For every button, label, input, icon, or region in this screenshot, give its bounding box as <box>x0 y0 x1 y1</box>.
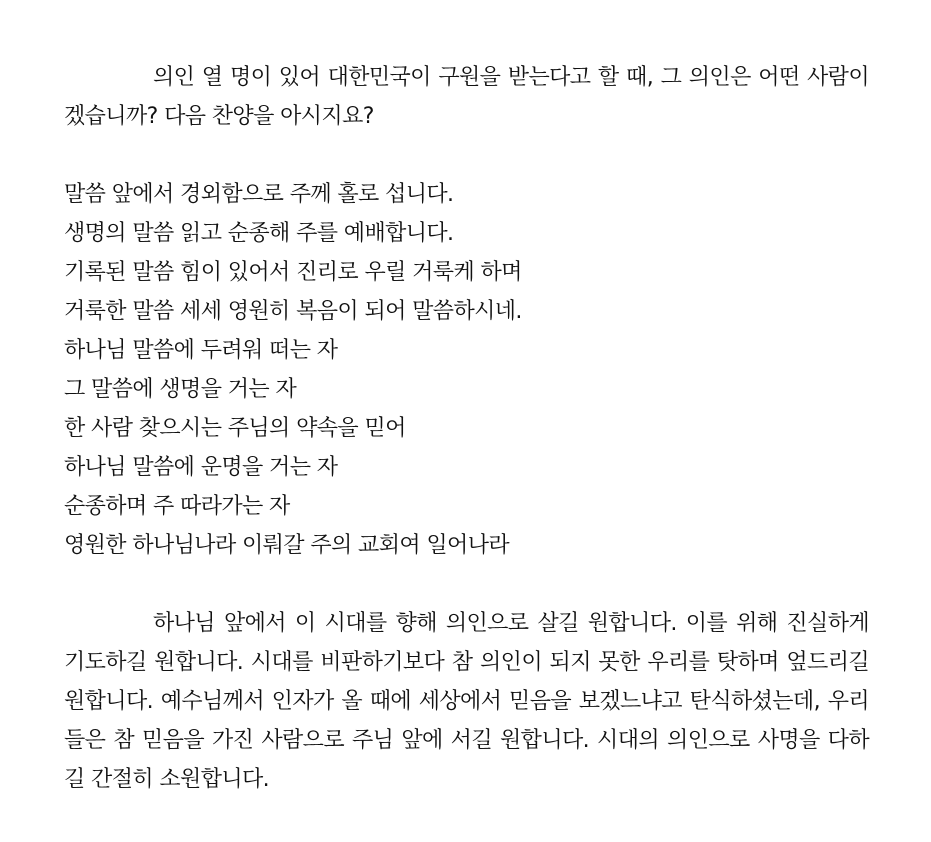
lyric-line: 기록된 말씀 힘이 있어서 진리로 우릴 거룩케 하며 <box>64 260 522 285</box>
lyric-line: 하나님 말씀에 두려워 떠는 자 <box>64 338 338 363</box>
closing-text: 하나님 앞에서 이 시대를 향해 의인으로 살길 원합니다. 이를 위해 진실하게 기도하길 원합니다. 시대를 비판하기보다 참 의인이 되지 못한 우리를 탓하며 엎드리길 원합니다. 예수님께서 인자가 올 때에 세상에서 믿음을 보겠느냐고 탄식하셨는데, 우리들은 참 믿음을 가진 사람으로 주님 앞에 서길 원합니다. 시대의 의인으로 사명을 다하길 간절히 소원합니다. <box>64 611 869 792</box>
lyric-line: 하나님 말씀에 운명을 거는 자 <box>64 455 338 480</box>
lyric-line: 한 사람 찾으시는 주님의 약속을 믿어 <box>64 416 406 441</box>
lyric-line: 순종하며 주 따라가는 자 <box>64 494 290 519</box>
lyric-line: 거룩한 말씀 세세 영원히 복음이 되어 말씀하시네. <box>64 299 522 324</box>
blank-line <box>64 136 869 175</box>
lyric-line: 그 말씀에 생명을 거는 자 <box>64 377 297 402</box>
intro-text: 의인 열 명이 있어 대한민국이 구원을 받는다고 할 때, 그 의인은 어떤 사람이겠습니까? 다음 찬양을 아시지요? <box>64 65 869 129</box>
closing-paragraph <box>64 604 869 799</box>
intro-paragraph <box>64 58 869 136</box>
document-body <box>64 58 869 799</box>
lyric-line: 생명의 말씀 읽고 순종해 주를 예배합니다. <box>64 221 454 246</box>
lyric-line: 영원한 하나님나라 이뤄갈 주의 교회여 일어나라 <box>64 533 510 558</box>
blank-line <box>64 565 869 604</box>
song-lyrics <box>64 175 869 565</box>
lyric-line: 말씀 앞에서 경외함으로 주께 홀로 섭니다. <box>64 182 454 207</box>
